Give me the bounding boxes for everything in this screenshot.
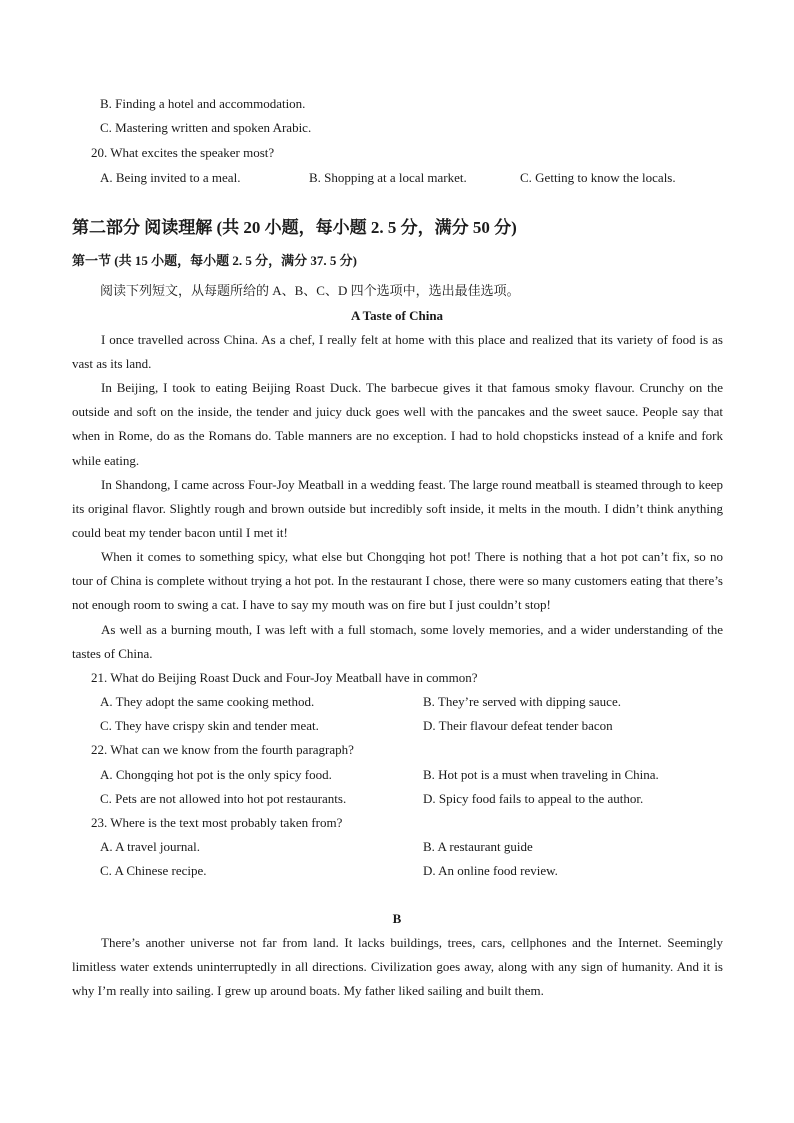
q22-option-d: D. Spicy food fails to appeal to the author.: [423, 791, 644, 806]
q22-option-c: C. Pets are not allowed into hot pot restaurants.: [100, 791, 347, 806]
q23-option-d: D. An online food review.: [423, 863, 558, 878]
instructions: 阅读下列短文，从每题所给的 A、B、C、D 四个选项中，选出最佳选项。: [100, 283, 520, 298]
section1-heading: 第一节 (共 15 小题，每小题 2. 5 分，满分 37. 5 分): [72, 253, 357, 268]
passage-a-paragraph-4: When it comes to something spicy, what else but Chongqing hot pot! There is nothing that a hot pot can’t fix, so no tour of China is complete without trying a hot pot. In the restaurant I chose, there were so many customers eating that there’s not enough room to swing a cat. I have to say my mouth was on fire but I just couldn’t stop!: [72, 549, 723, 613]
q23-option-a: A. A travel journal.: [100, 839, 201, 854]
q20-option-c: C. Getting to know the locals.: [520, 170, 676, 185]
passage-a-paragraph-5: As well as a burning mouth, I was left with a full stomach, some lovely memories, and a wider understanding of the tastes of China.: [72, 622, 723, 662]
q21-option-a: A. They adopt the same cooking method.: [100, 694, 315, 709]
q22-option-a: A. Chongqing hot pot is the only spicy food.: [100, 767, 332, 782]
q20-stem: 20. What excites the speaker most?: [91, 145, 275, 160]
q21-stem: 21. What do Beijing Roast Duck and Four-Joy Meatball have in common?: [91, 670, 478, 685]
passage-a-paragraph-1: I once travelled across China. As a chef, I really felt at home with this place and realized that its variety of food is as vast as its land.: [72, 332, 723, 372]
q19-option-b: B. Finding a hotel and accommodation.: [100, 96, 306, 111]
q23-option-b: B. A restaurant guide: [423, 839, 533, 854]
q23-option-c: C. A Chinese recipe.: [100, 863, 207, 878]
q21-option-b: B. They’re served with dipping sauce.: [423, 694, 621, 709]
passage-a-paragraph-2: In Beijing, I took to eating Beijing Roast Duck. The barbecue gives it that famous smoky flavour. Crunchy on the outside and soft on the inside, the tender and juicy duck goes well with the pancakes and the sweet sauce. People say that when in Rome, do as the Romans do. Table manners are no exception. I had to hold chopsticks instead of a knife and fork while eating.: [72, 380, 723, 468]
q21-option-c: C. They have crispy skin and tender meat.: [100, 718, 319, 733]
q21-option-d: D. Their flavour defeat tender bacon: [423, 718, 613, 733]
q23-stem: 23. Where is the text most probably taken from?: [91, 815, 343, 830]
q22-stem: 22. What can we know from the fourth paragraph?: [91, 742, 354, 757]
q20-option-b: B. Shopping at a local market.: [309, 170, 467, 185]
q22-option-b: B. Hot pot is a must when traveling in China.: [423, 767, 659, 782]
passage-a-paragraph-3: In Shandong, I came across Four-Joy Meatball in a wedding feast. The large round meatball is steamed through to keep its original flavor. Slightly rough and brown outside but incredibly soft inside, it melts in the mouth. I didn’t think anything could beat my tender bacon until I met it!: [72, 477, 723, 541]
q20-option-a: A. Being invited to a meal.: [100, 170, 241, 185]
part2-heading: 第二部分 阅读理解 (共 20 小题，每小题 2. 5 分，满分 50 分): [72, 218, 517, 237]
passage-b-title: B: [392, 911, 402, 926]
q19-option-c: C. Mastering written and spoken Arabic.: [100, 120, 312, 135]
passage-a-title: A Taste of China: [350, 308, 444, 323]
passage-b-paragraph-1: There’s another universe not far from land. It lacks buildings, trees, cars, cellphones and the Internet. Seemingly limitless water extends uninterruptedly in all directions. Civilization goes away, along with any sign of humanity. And it is why I’m really into sailing. I grew up around boats. My father liked sailing and built them.: [72, 935, 723, 999]
